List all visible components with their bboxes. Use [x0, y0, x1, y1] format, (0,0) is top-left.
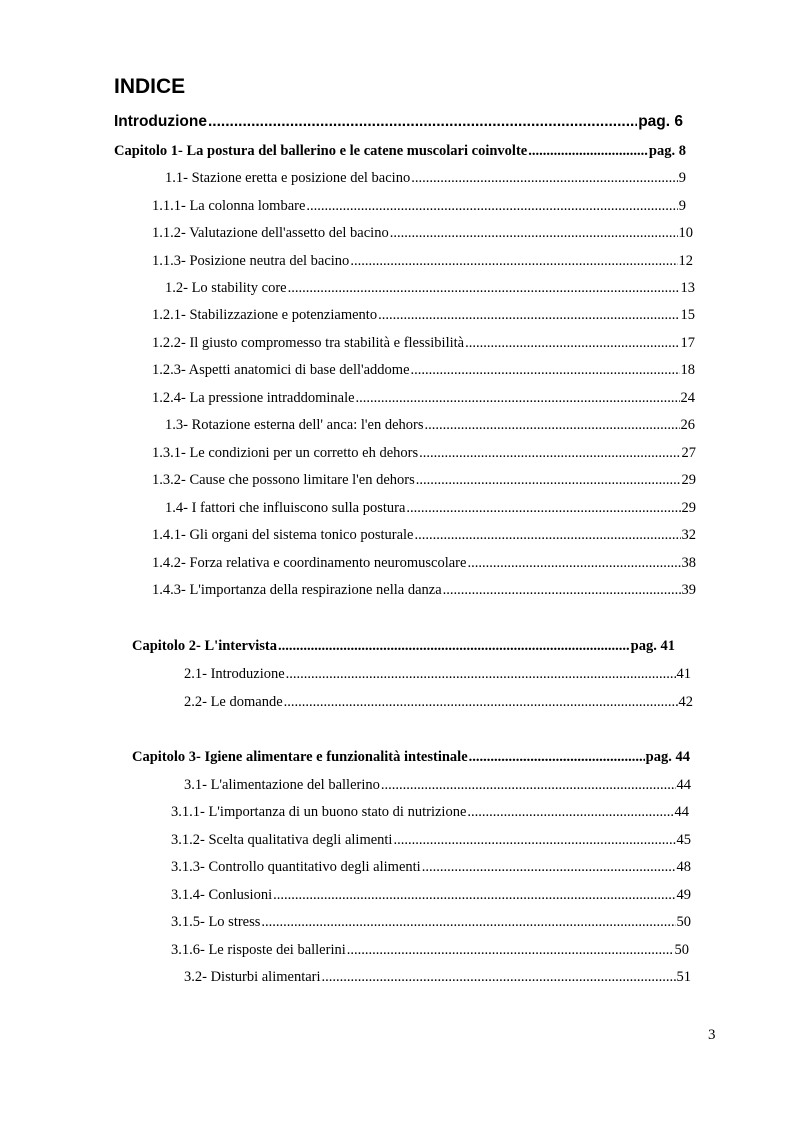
dot-leader	[288, 278, 680, 298]
toc-entry-label: 1.2.2- Il giusto compromesso tra stabilità e flessibilità	[152, 335, 465, 351]
dot-leader	[356, 388, 680, 408]
toc-entry-page: 44	[674, 804, 689, 820]
toc-entry-label: 1.4.1- Gli organi del sistema tonico posturale	[152, 527, 414, 543]
toc-entry[interactable]	[171, 912, 691, 932]
toc-entry-page: 50	[676, 914, 691, 930]
toc-entry[interactable]	[171, 857, 691, 877]
toc-chapter-2[interactable]	[132, 636, 675, 656]
toc-entry-page: 44	[676, 777, 691, 793]
toc-entry[interactable]	[165, 278, 695, 298]
toc-entry[interactable]	[152, 251, 693, 271]
toc-entry[interactable]	[171, 802, 689, 822]
toc-entry-page: 42	[678, 694, 693, 710]
toc-chapter-1[interactable]	[114, 141, 686, 161]
toc-entry-label: Introduzione	[114, 113, 207, 130]
toc-entry-page: 9	[678, 198, 686, 214]
toc-entry-page: 17	[680, 335, 695, 351]
toc-chapter-3[interactable]	[132, 747, 690, 767]
toc-entry[interactable]	[152, 443, 696, 463]
toc-entry-label: 3.2- Disturbi alimentari	[184, 969, 321, 985]
toc-entry-page: pag. 8	[648, 143, 686, 159]
toc-entry-page: 27	[681, 445, 696, 461]
toc-entry-page: 12	[678, 253, 693, 269]
toc-entry-page: 50	[674, 942, 689, 958]
dot-leader	[261, 912, 675, 932]
toc-entry[interactable]	[184, 692, 693, 712]
toc-entry-page: 29	[681, 472, 696, 488]
toc-entry-page: pag. 6	[638, 113, 683, 130]
toc-entry-label: 1.3.1- Le condizioni per un corretto eh dehors	[152, 445, 419, 461]
toc-entry[interactable]	[165, 415, 695, 435]
toc-entry[interactable]	[152, 360, 695, 380]
toc-entry-label: 1.4.2- Forza relativa e coordinamento neuromuscolare	[152, 555, 467, 571]
toc-entry-label: 2.2- Le domande	[184, 694, 283, 710]
toc-entry-page: 29	[681, 500, 696, 516]
toc-entry-label: 3.1.3- Controllo quantitativo degli alimenti	[171, 859, 421, 875]
toc-entry-label: 1.2.4- La pressione intraddominale	[152, 390, 355, 406]
toc-entry[interactable]	[184, 967, 691, 987]
toc-entry-label: 1.3.2- Cause che possono limitare l'en dehors	[152, 472, 415, 488]
dot-leader	[424, 415, 679, 435]
toc-entry-label: 3.1.6- Le risposte dei ballerini	[171, 942, 346, 958]
toc-entry-label: 1.2- Lo stability core	[165, 280, 287, 296]
toc-entry-page: 15	[680, 307, 695, 323]
dot-leader	[378, 305, 679, 325]
toc-entry[interactable]	[171, 885, 691, 905]
dot-leader	[465, 333, 679, 353]
dot-leader	[467, 553, 680, 573]
toc-entry[interactable]	[152, 388, 695, 408]
toc-entry[interactable]	[152, 196, 686, 216]
dot-leader	[422, 857, 676, 877]
dot-leader	[467, 802, 673, 822]
toc-entry-page: pag. 41	[630, 638, 675, 654]
page-number: 3	[708, 1027, 716, 1043]
dot-leader	[528, 141, 648, 161]
toc-entry[interactable]	[152, 553, 696, 573]
toc-entry-page: 39	[681, 582, 696, 598]
dot-leader	[350, 251, 677, 271]
dot-leader	[381, 775, 676, 795]
toc-entry-page: 18	[680, 362, 695, 378]
toc-entry[interactable]	[152, 470, 696, 490]
toc-entry-page: 49	[676, 887, 691, 903]
dot-leader	[411, 168, 678, 188]
toc-entry-label: Capitolo 3- Igiene alimentare e funzionalità intestinale	[132, 749, 468, 765]
toc-entry-page: 26	[680, 417, 695, 433]
dot-leader	[347, 940, 674, 960]
toc-entry[interactable]	[152, 305, 695, 325]
toc-entry-label: 1.1.2- Valutazione dell'assetto del bacino	[152, 225, 389, 241]
toc-entry-label: 3.1.4- Conlusioni	[171, 887, 273, 903]
toc-entry-label: 1.1.3- Posizione neutra del bacino	[152, 253, 350, 269]
dot-leader	[443, 580, 681, 600]
toc-entry-page: 9	[678, 170, 686, 186]
dot-leader	[286, 664, 676, 684]
dot-leader	[419, 443, 680, 463]
toc-entry[interactable]	[152, 525, 696, 545]
toc-entry-page: 10	[678, 225, 693, 241]
toc-entry[interactable]	[165, 168, 686, 188]
toc-entry-page: 45	[676, 832, 691, 848]
toc-entry-label: 1.3- Rotazione esterna dell' anca: l'en dehors	[165, 417, 424, 433]
page-title: INDICE	[114, 75, 186, 98]
dot-leader	[306, 196, 677, 216]
toc-entry-page: 13	[680, 280, 695, 296]
toc-entry-page: 24	[680, 390, 695, 406]
toc-entry-label: 1.1- Stazione eretta e posizione del bacino	[165, 170, 411, 186]
toc-entry-label: 3.1.5- Lo stress	[171, 914, 261, 930]
toc-entry[interactable]	[184, 775, 691, 795]
toc-entry[interactable]	[184, 664, 691, 684]
dot-leader	[322, 967, 676, 987]
dot-leader	[278, 636, 630, 656]
toc-entry[interactable]	[171, 830, 691, 850]
toc-entry-label: 1.2.3- Aspetti anatomici di base dell'addome	[152, 362, 410, 378]
dot-leader	[393, 830, 675, 850]
toc-entry-page: 32	[681, 527, 696, 543]
toc-entry-page: 48	[676, 859, 691, 875]
toc-entry-label: Capitolo 2- L'intervista	[132, 638, 277, 654]
dot-leader	[415, 525, 681, 545]
toc-entry-page: 51	[676, 969, 691, 985]
dot-leader	[273, 885, 675, 905]
dot-leader	[284, 692, 678, 712]
toc-entry[interactable]	[152, 580, 696, 600]
toc-entry-label: 3.1.1- L'importanza di un buono stato di nutrizione	[171, 804, 467, 820]
toc-entry-page: 38	[681, 555, 696, 571]
toc-entry-label: 1.4- I fattori che influiscono sulla postura	[165, 500, 406, 516]
dot-leader	[469, 747, 645, 767]
toc-entry-page: 41	[676, 666, 691, 682]
dot-leader	[416, 470, 681, 490]
dot-leader	[208, 112, 637, 132]
toc-entry-label: 1.2.1- Stabilizzazione e potenziamento	[152, 307, 378, 323]
dot-leader	[411, 360, 680, 380]
toc-entry-label: 1.1.1- La colonna lombare	[152, 198, 306, 214]
toc-entry[interactable]	[152, 333, 695, 353]
toc-entry[interactable]	[171, 940, 689, 960]
dot-leader	[390, 223, 678, 243]
toc-entry-label: 2.1- Introduzione	[184, 666, 285, 682]
dot-leader	[406, 498, 680, 518]
toc-entry-introduzione[interactable]	[114, 112, 683, 132]
toc-entry-label: 1.4.3- L'importanza della respirazione nella danza	[152, 582, 442, 598]
toc-entry[interactable]	[152, 223, 693, 243]
toc-entry[interactable]	[165, 498, 696, 518]
toc-entry-label: 3.1- L'alimentazione del ballerino	[184, 777, 380, 793]
toc-entry-label: Capitolo 1- La postura del ballerino e le catene muscolari coinvolte	[114, 143, 528, 159]
toc-entry-label: 3.1.2- Scelta qualitativa degli alimenti	[171, 832, 393, 848]
toc-entry-page: pag. 44	[645, 749, 690, 765]
